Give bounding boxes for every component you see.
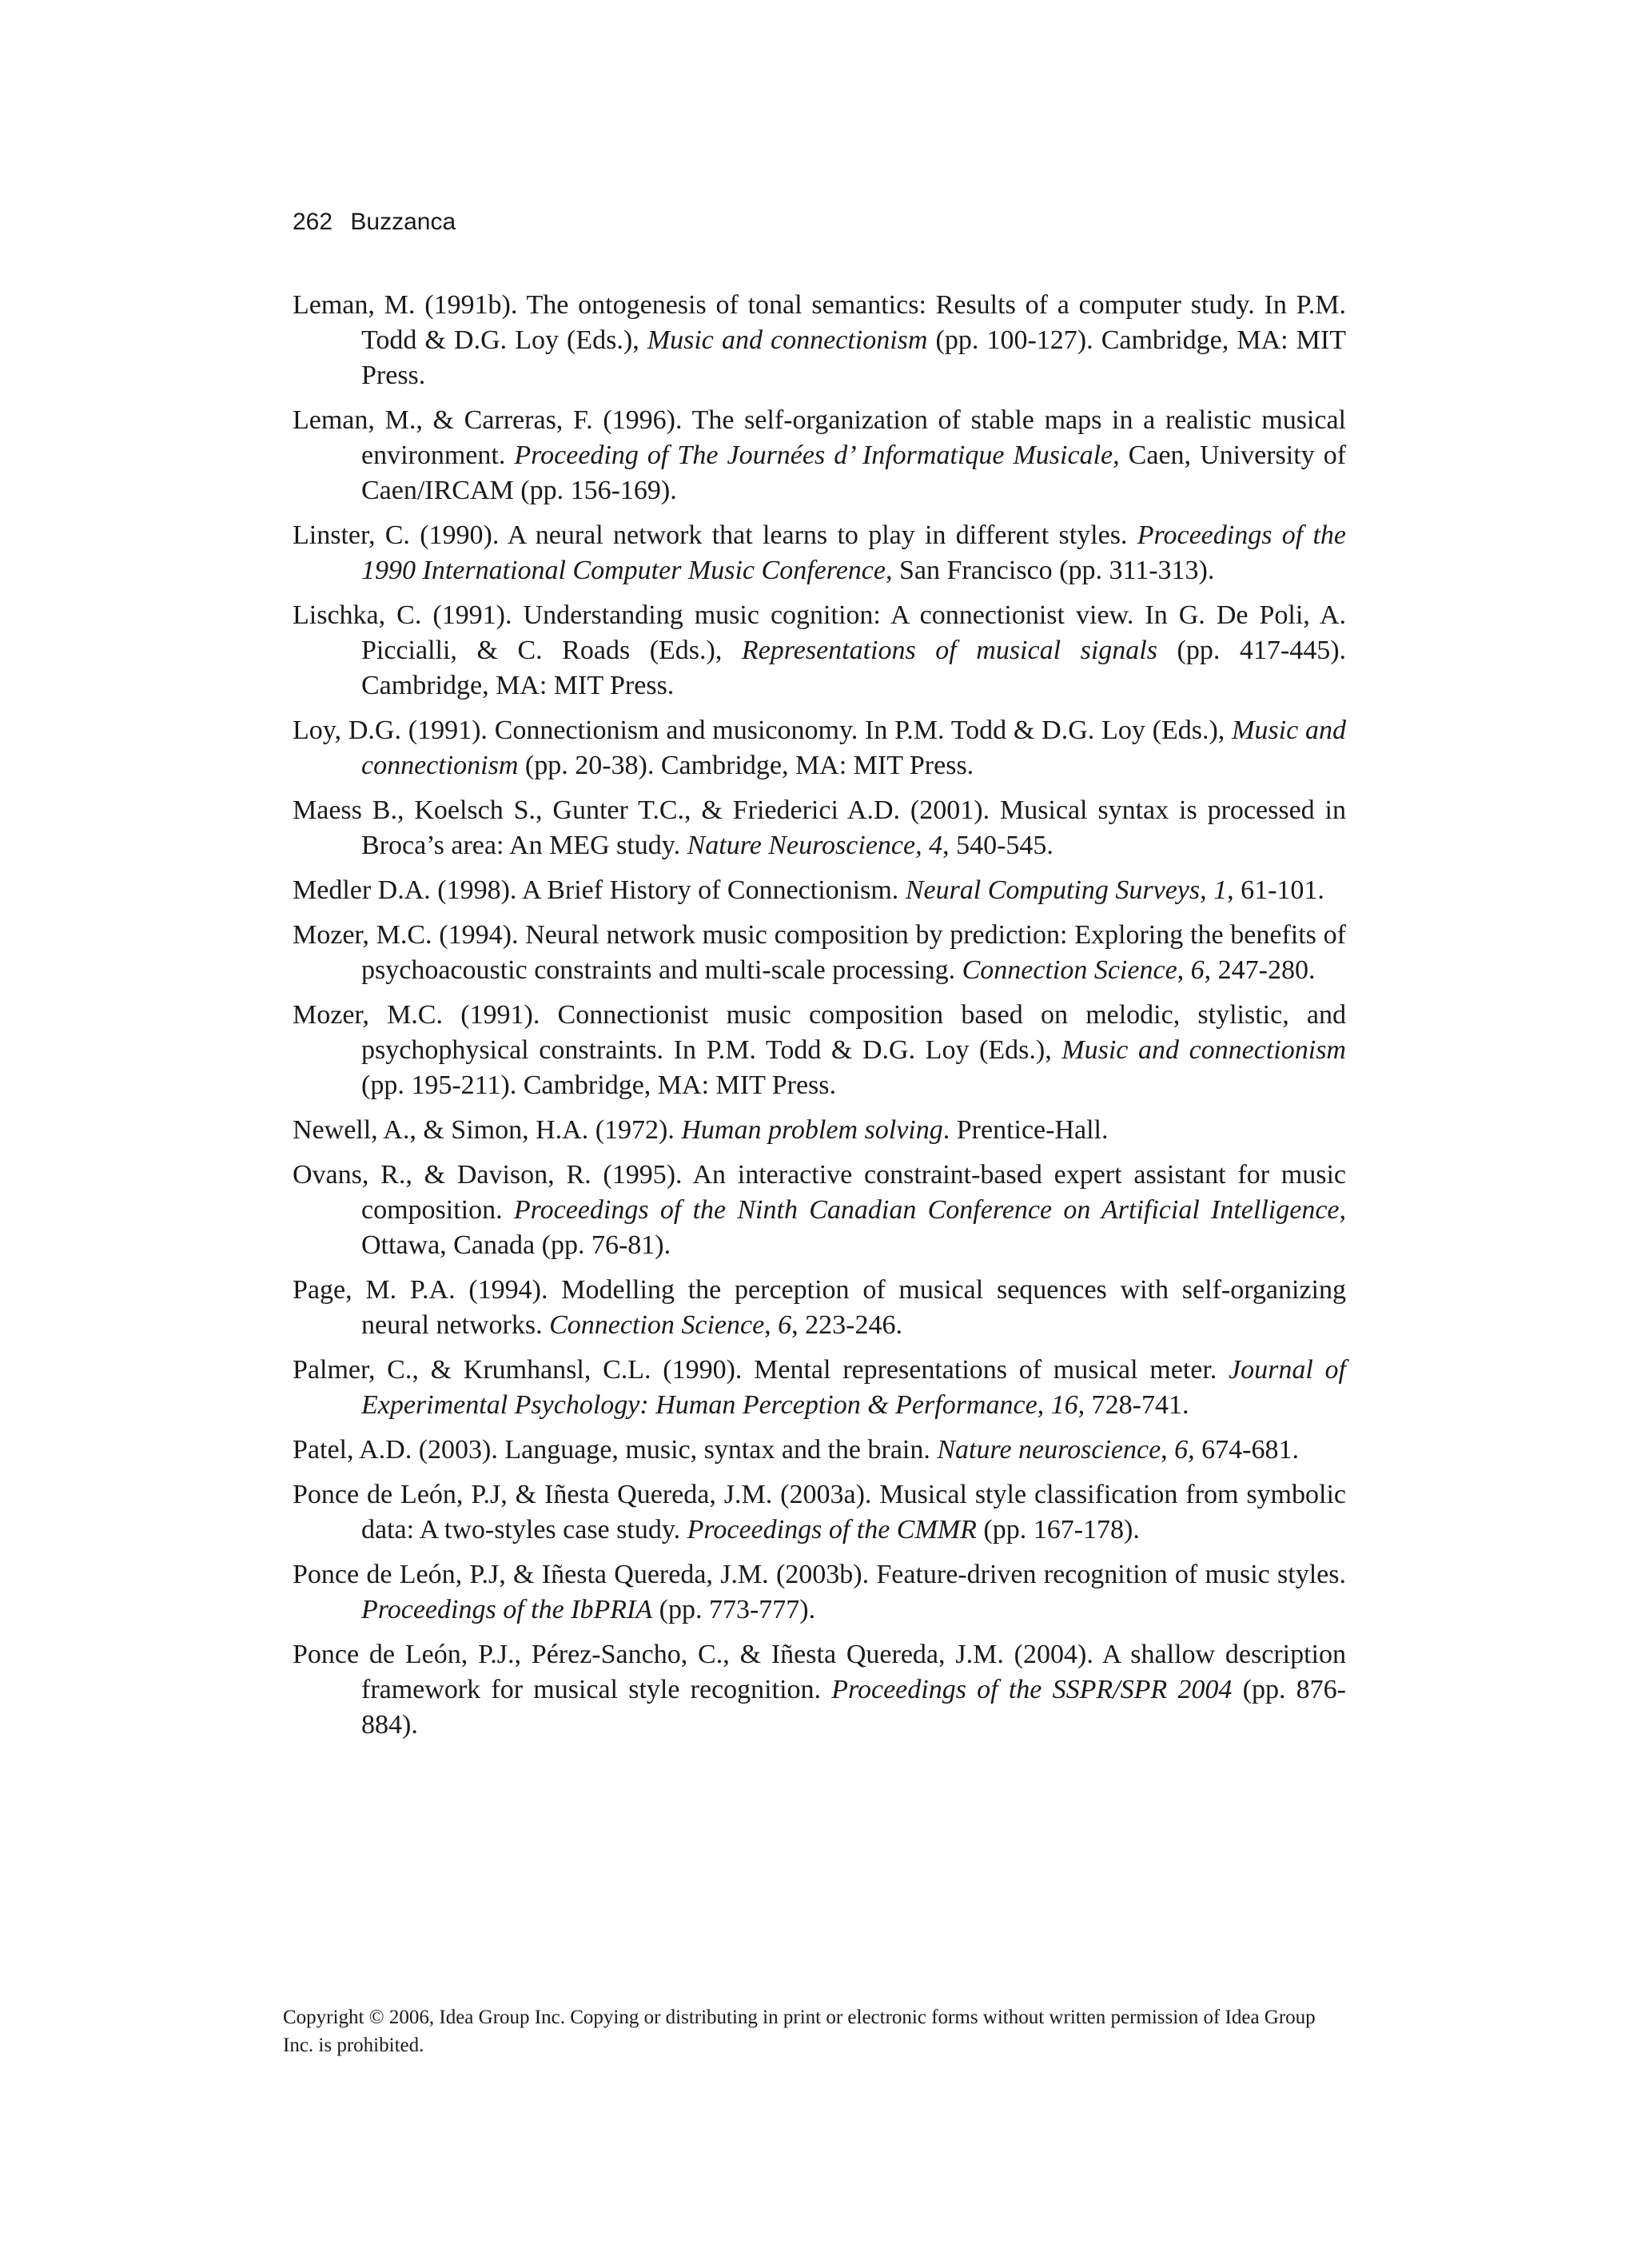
reference-entry: Loy, D.G. (1991). Connectionism and musiconomy. In P.M. Todd & D.G. Loy (Eds.), Music and connectionism (pp. 20-38). Cambridge, MA: MIT Press.	[293, 715, 1346, 780]
reference-entry: Ovans, R., & Davison, R. (1995). An interactive constraint-based expert assistant for music composition. Proceedings of the Ninth Canadian Conference on Artificial Intelligence, Ottawa, Canada (pp. 76-81).	[293, 1160, 1347, 1260]
reference-entry: Linster, C. (1990). A neural network that learns to play in different styles. Proceedings of the 1990 International Computer Music Conference, San Francisco (pp. 311-313).	[293, 520, 1346, 585]
reference-entry: Lischka, C. (1991). Understanding music cognition: A connectionist view. In G. De Poli, A. Piccialli, & C. Roads (Eds.), Representations of musical signals (pp. 417-445). Cambridge, MA: MIT Press.	[293, 600, 1347, 700]
reference-entry: Leman, M., & Carreras, F. (1996). The self-organization of stable maps in a realistic musical environment. Proceeding of The Journées d’ Informatique Musicale, Caen, University of Caen/IRCAM (pp. 156-169).	[293, 405, 1347, 505]
reference-entry: Mozer, M.C. (1994). Neural network music composition by prediction: Exploring the benefits of psychoacoustic constraints and multi-scale processing. Connection Science, 6, 247-280.	[293, 920, 1346, 985]
reference-entry: Maess B., Koelsch S., Gunter T.C., & Friederici A.D. (2001). Musical syntax is processed in Broca’s area: An MEG study. Nature Neuroscience, 4, 540-545.	[293, 795, 1346, 860]
reference-entry: Ponce de León, P.J, & Iñesta Quereda, J.M. (2003b). Feature-driven recognition of music styles. Proceedings of the IbPRIA (pp. 773-777).	[293, 1560, 1346, 1624]
reference-list	[293, 288, 1346, 1752]
running-title: Buzzanca	[350, 209, 456, 235]
reference-entry: Medler D.A. (1998). A Brief History of Connectionism. Neural Computing Surveys, 1, 61-101.	[293, 875, 1324, 905]
reference-entry: Ponce de León, P.J., Pérez-Sancho, C., & Iñesta Quereda, J.M. (2004). A shallow description framework for musical style recognition. Proceedings of the SSPR/SPR 2004 (pp. 876-884).	[293, 1640, 1346, 1740]
reference-entry: Leman, M. (1991b). The ontogenesis of tonal semantics: Results of a computer study. In P.M. Todd & D.G. Loy (Eds.), Music and connectionism (pp. 100-127). Cambridge, MA: MIT Press.	[293, 290, 1346, 390]
reference-entry: Page, M. P.A. (1994). Modelling the perception of musical sequences with self-organizing neural networks. Connection Science, 6, 223-246.	[293, 1275, 1346, 1340]
reference-entry: Palmer, C., & Krumhansl, C.L. (1990). Mental representations of musical meter. Journal of Experimental Psychology: Human Perception & Performance, 16, 728-741.	[293, 1355, 1346, 1420]
reference-entry: Newell, A., & Simon, H.A. (1972). Human problem solving. Prentice-Hall.	[293, 1115, 1109, 1145]
reference-entry: Mozer, M.C. (1991). Connectionist music composition based on melodic, stylistic, and psychophysical constraints. In P.M. Todd & D.G. Loy (Eds.), Music and connectionism (pp. 195-211). Cambridge, MA: MIT Press.	[293, 1000, 1346, 1100]
page-number: 262	[293, 209, 333, 235]
running-head	[293, 206, 456, 238]
copyright-notice: Copyright © 2006, Idea Group Inc. Copying or distributing in print or electronic forms without written permission of Idea Group Inc. is prohibited.	[283, 2007, 1316, 2056]
reference-entry: Ponce de León, P.J, & Iñesta Quereda, J.M. (2003a). Musical style classification from symbolic data: A two-styles case study. Proceedings of the CMMR (pp. 167-178).	[293, 1480, 1346, 1545]
reference-entry: Patel, A.D. (2003). Language, music, syntax and the brain. Nature neuroscience, 6, 674-681.	[293, 1435, 1299, 1465]
